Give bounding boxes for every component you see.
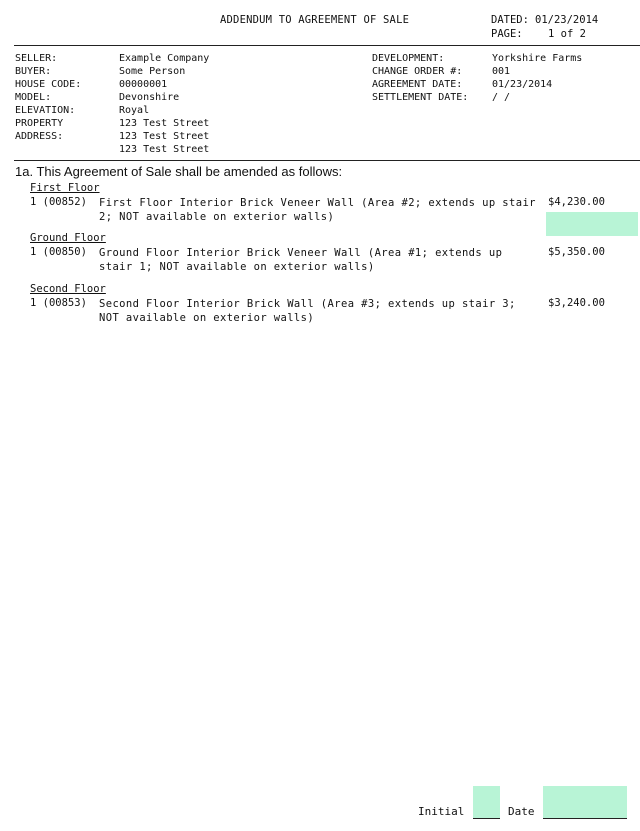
group-title-first-floor: First Floor [30, 182, 100, 194]
item-qty: 1 (00853) [30, 297, 87, 309]
change-order-value: 001 [492, 66, 511, 77]
date-field[interactable] [543, 786, 627, 818]
change-order-label: CHANGE ORDER #: [372, 66, 463, 77]
initial-field[interactable] [473, 786, 500, 818]
price-highlight-box[interactable] [546, 212, 638, 236]
address-label: ADDRESS: [15, 131, 64, 142]
dated-label: DATED: [491, 14, 529, 26]
seller-value: Example Company [119, 53, 210, 64]
elevation-value: Royal [119, 105, 150, 116]
item-qty: 1 (00850) [30, 246, 87, 258]
house-code-label: HOUSE CODE: [15, 79, 82, 90]
page-label: PAGE: [491, 28, 523, 40]
initial-label: Initial [418, 805, 465, 818]
settlement-date-label: SETTLEMENT DATE: [372, 92, 469, 103]
property-label: PROPERTY [15, 118, 64, 129]
initial-underline [473, 818, 500, 819]
item-price: $3,240.00 [548, 297, 605, 309]
item-qty: 1 (00852) [30, 196, 87, 208]
buyer-label: BUYER: [15, 66, 52, 77]
model-value: Devonshire [119, 92, 180, 103]
agreement-date-label: AGREEMENT DATE: [372, 79, 463, 90]
dated-value: 01/23/2014 [535, 14, 599, 26]
date-label: Date [508, 805, 535, 818]
address-line-1: 123 Test Street [119, 118, 210, 129]
model-label: MODEL: [15, 92, 52, 103]
buyer-value: Some Person [119, 66, 186, 77]
seller-label: SELLER: [15, 53, 58, 64]
item-description: Ground Floor Interior Brick Veneer Wall (Area #1; extends up stair 1; NOT available on exterior walls) [99, 247, 503, 273]
section-divider [14, 160, 640, 161]
date-underline [543, 818, 627, 819]
house-code-value: 00000001 [119, 79, 168, 90]
item-description: First Floor Interior Brick Veneer Wall (Area #2; extends up stair 2; NOT available on exterior walls) [99, 197, 536, 223]
address-line-3: 123 Test Street [119, 144, 210, 155]
document-title: ADDENDUM TO AGREEMENT OF SALE [220, 14, 410, 26]
group-title-ground-floor: Ground Floor [30, 232, 106, 244]
development-label: DEVELOPMENT: [372, 53, 445, 64]
item-price: $4,230.00 [548, 196, 605, 208]
page-number: 1 of 2 [548, 28, 586, 40]
group-title-second-floor: Second Floor [30, 283, 106, 295]
top-divider [14, 45, 640, 46]
section-heading: 1a. This Agreement of Sale shall be amended as follows: [15, 164, 343, 179]
item-description: Second Floor Interior Brick Wall (Area #3; extends up stair 3; NOT available on exterior walls) [99, 298, 516, 324]
address-line-2: 123 Test Street [119, 131, 210, 142]
development-value: Yorkshire Farms [492, 53, 583, 64]
item-price: $5,350.00 [548, 246, 605, 258]
settlement-date-value: / / [492, 92, 511, 103]
elevation-label: ELEVATION: [15, 105, 76, 116]
agreement-date-value: 01/23/2014 [492, 79, 553, 90]
